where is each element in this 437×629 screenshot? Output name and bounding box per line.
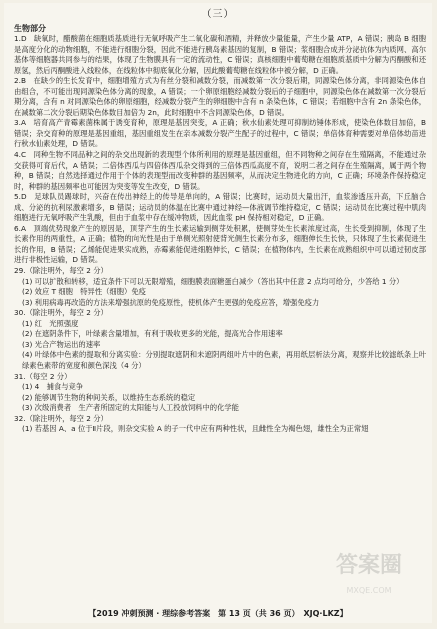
answer-5: 5.D 足球队员踢球时，兴奋在传出神经上的传导是单向的，A 错误；比赛时，运动员大量出汗，血浆渗透压升高，下丘脑合成、分泌的抗利尿激素增多，B 错误；运动员的体温在比赛中通过神经—体液调节维持稳定，C 错误；运动员在比赛过程中肌肉细胞进行无氧呼吸产生乳酸，但由于血浆中存在缓冲物质，因此血浆 pH 保持相对稳定，D 正确。: [14, 192, 426, 223]
answer-4: 4.C 同种生物不同品种之间的杂交出现新的表现型个体所利用的原理是基因重组，但不同物种之间存在生殖隔离，不能通过杂交获得可育后代，A 错误；二倍体西瓜与四倍体西瓜杂交得到的三倍体西瓜高度不育，说明二者之间存在生殖隔离，属于两个物种，B 错误；自然选择通过作用于个体的表现型而改变种群的基因频率，从而决定生物进化的方向，C 正确；环境条件保持稳定时，种群的基因频率也可能因为突变等发生改变，D 错误。: [14, 150, 426, 191]
q31-item: (1) 4 捕食与竞争: [22, 382, 84, 392]
q31-item: (2) 能够调节生物的种间关系，以维持生态系统的稳定: [22, 392, 196, 402]
watermark-url: MXQE.COM: [346, 586, 392, 595]
watermark-logo: [314, 545, 424, 605]
page-footer: 【2019 冲刺预测 · 理综参考答案 第 13 页（共 36 页） XJQ·LKZ】: [88, 609, 348, 618]
page-header: （三）: [201, 9, 235, 20]
answer-body: [14, 23, 426, 605]
q29-item: (3) 利用病毒再改造的方法来增强抗原的免疫原性，使机体产生更强的免疫应答，增强免疫力: [22, 297, 320, 307]
section-title: 生物部分: [14, 24, 46, 33]
answer-2: 2.B 在缺少的生长发育中，细胞增殖方式为有丝分裂和减数分裂，而减数第一次分裂后期，同源染色体分离，非同源染色体自由组合，不可能出现同源染色体分离的现象，A 错误；一个卵原细胞经减数分裂后的子细胞中，同源染色体在减数第一次分裂后期分离，含有 n 对同源染色体的卵原细胞，经减数分裂产生的卵细胞中含有 n 条染色体，C 错误；若细胞中含有 2n 条染色体，在减数第二次分裂后期染色体数目加倍为 2n，此时细胞中不含同源染色体，D 错误。: [14, 76, 426, 117]
answer-sheet-page: [4, 3, 432, 623]
q30-item: (2) 在遮阴条件下，叶绿素含量增加，有利于吸收更多的光能，提高光合作用速率: [22, 329, 283, 339]
q29-item: (1) 可以扩散和转移，适宜条件下可以无限增殖，细胞膜表面糖蛋白减少（答出其中任意 2 点均可给分，少答给 1 分）: [22, 276, 404, 286]
q30-head: 30.（除注明外，每空 2 分）: [14, 308, 108, 318]
answer-6: 6.A 顶端优势现象产生的原因是，顶芽产生的生长素运输到侧芽处积累，使侧芽处生长素浓度过高，生长受到抑制，体现了生长素作用的两重性，A 正确；植物的向光性是由于单侧光照射使背光侧生长素分布多，细胞伸长生长快，只体现了生长素促进生长的作用，B 错误；乙烯能促进果实成熟，赤霉素能促进细胞伸长，C 错误；在植物体内，生长素在成熟组织中可以通过韧皮部进行非极性运输，D 错误。: [14, 223, 426, 265]
q32-item: (1) 若基因 A、a 位于Ⅱ片段，则杂交实验 A 的子一代中应有两种性状，且雌性全为褐色翅，雄性全为正常翅: [22, 424, 369, 434]
answer-1: 1.D 缺氧时，醋酸菌在细胞质基质进行无氧呼吸产生二氧化碳和酒精，并释放少量能量，产生少量 ATP，A 错误；胰岛 B 细胞是高度分化的动物细胞，不能进行细胞分裂，因此不能进行胰岛素基因的复制，B 错误；浆细胞合成并分泌抗体为内质网、高尔基体等细胞器共同参与的结果，体现了生物膜具有一定的流动性，C 错误；真核细胞中葡萄糖在细胞质基质中分解为丙酮酸和还原氢，然后丙酮酸进入线粒体，在线粒体中彻底氧化分解，因此酸葡萄糖在线粒体中被分解，D 正确。: [14, 34, 426, 75]
answer-3: 3.A 培育高产青霉素菌株属于诱变育种，原理是基因突变，A 正确；秋水仙素处理可抑制纺锤体形成，使染色体数目加倍，B 错误；杂交育种的原理是基因重组，基因重组发生在亲本减数分裂产生配子的过程中，C 错误；单倍体育种需要对单倍体幼苗进行秋水仙素处理，D 错误。: [14, 118, 426, 149]
q29-item: (2) 效应 T 细胞 特异性（细胞）免疫: [22, 287, 146, 297]
q30-item: (1) 红 光照强度: [22, 318, 79, 328]
watermark-text: 答案圈: [335, 552, 402, 578]
q30-item: (4) 叶绿体中色素的提取和分离实验：分别提取遮阴和未遮阴两组叶片中的色素，再用纸层析法分离，观察并比较滤纸条上叶绿素色素带的宽度和颜色深浅（4 分）: [22, 350, 426, 370]
q31-head: 31.（每空 2 分）: [14, 371, 72, 381]
q31-item: (3) 次级消费者 生产者所固定的太阳能与人工投放饲料中的化学能: [22, 403, 239, 413]
q32-head: 32.（除注明外，每空 2 分）: [14, 413, 108, 423]
q29-head: 29.（除注明外，每空 2 分）: [14, 266, 108, 276]
q30-item: (3) 光合产物运出的速率: [22, 339, 101, 349]
